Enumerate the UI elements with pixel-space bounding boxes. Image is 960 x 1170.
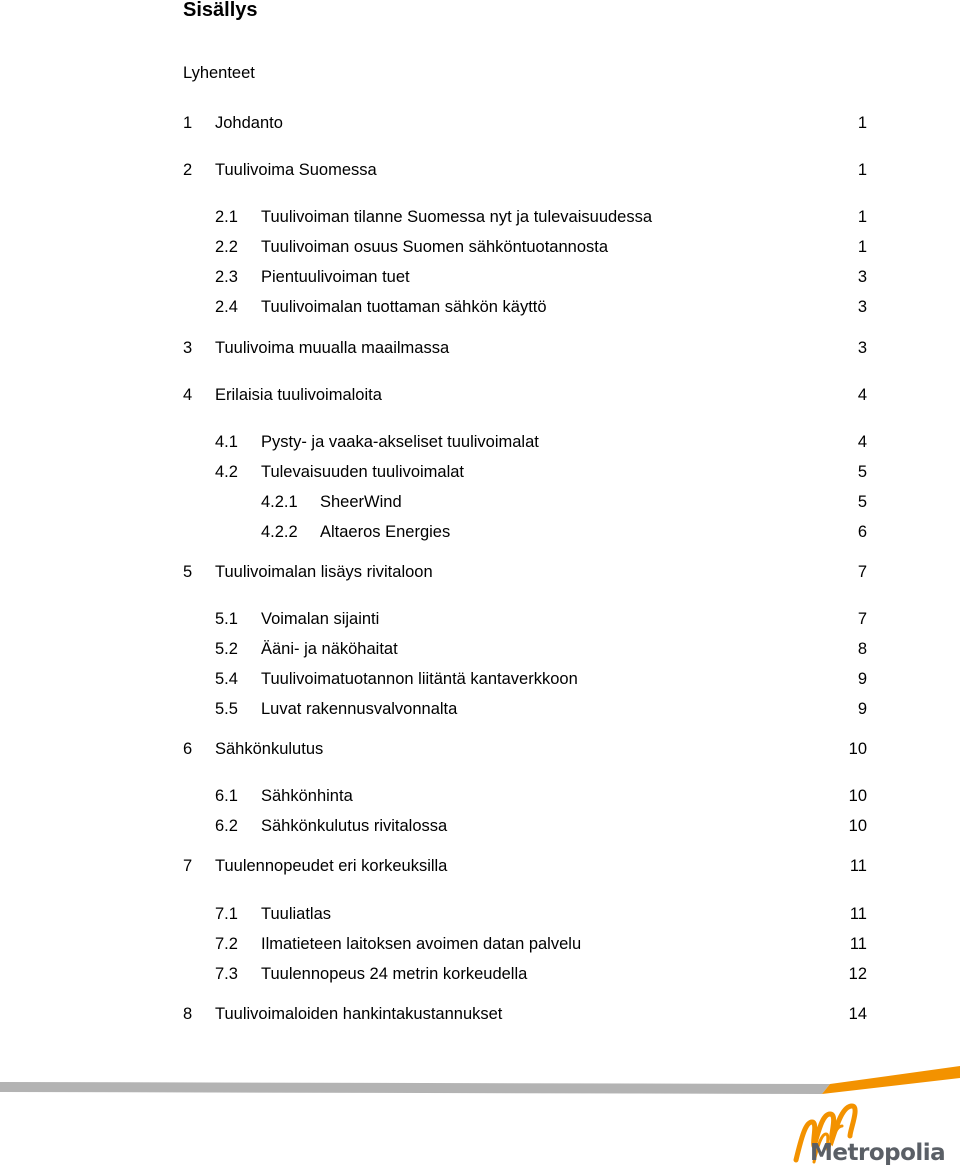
toc-entry-page: 7 bbox=[857, 563, 867, 581]
toc-entry-page: 10 bbox=[848, 740, 867, 758]
toc-entry-page: 1 bbox=[857, 114, 867, 132]
toc-entry-page: 9 bbox=[857, 670, 867, 688]
toc-entry-page: 9 bbox=[857, 700, 867, 718]
toc-entry-text: Tuulivoiman osuus Suomen sähköntuotannosta bbox=[261, 238, 609, 256]
toc-entry-page: 3 bbox=[857, 268, 867, 286]
toc-entry-text: Tuulivoimalan tuottaman sähkön käyttö bbox=[261, 298, 547, 316]
toc-entry-8[interactable] bbox=[0, 1003, 960, 1025]
toc-entry-number: 3 bbox=[183, 339, 193, 357]
toc-entry-page: 3 bbox=[857, 339, 867, 357]
toc-entry-text: Pysty- ja vaaka-akseliset tuulivoimalat bbox=[261, 433, 539, 451]
toc-entry-number: 4.2.2 bbox=[261, 523, 298, 541]
toc-entry-number: 5.1 bbox=[215, 610, 238, 628]
toc-entry-page: 1 bbox=[857, 161, 867, 179]
toc-entry-number: 2.2 bbox=[215, 238, 238, 256]
toc-entry-number: 2.3 bbox=[215, 268, 238, 286]
toc-entry-7-2[interactable] bbox=[0, 933, 960, 955]
toc-entry-text: Tuuliatlas bbox=[261, 905, 332, 923]
toc-entry-7-3[interactable] bbox=[0, 963, 960, 985]
toc-entry-number: 5.2 bbox=[215, 640, 238, 658]
toc-entry-2-4[interactable] bbox=[0, 296, 960, 318]
toc-entry-text: SheerWind bbox=[320, 493, 402, 511]
toc-entry-text: Luvat rakennusvalvonnalta bbox=[261, 700, 458, 718]
toc-entry-text: Sähkönkulutus bbox=[215, 740, 324, 758]
toc-entry-page: 1 bbox=[857, 238, 867, 256]
toc-entry-text: Tuulennopeudet eri korkeuksilla bbox=[215, 857, 448, 875]
toc-entry-lyhenteet[interactable] bbox=[0, 62, 960, 84]
toc-entry-page: 5 bbox=[857, 463, 867, 481]
toc-entry-7-1[interactable] bbox=[0, 903, 960, 925]
toc-entry-4-2[interactable] bbox=[0, 461, 960, 483]
toc-entry-text: Tuulivoimalan lisäys rivitaloon bbox=[215, 563, 433, 581]
toc-entry-page: 11 bbox=[849, 905, 867, 923]
toc-entry-text: Pientuulivoiman tuet bbox=[261, 268, 410, 286]
toc-entry-number: 4 bbox=[183, 386, 193, 404]
toc-entry-page: 12 bbox=[848, 965, 867, 983]
toc-entry-text: Tuulivoimatuotannon liitäntä kantaverkkoon bbox=[261, 670, 578, 688]
toc-entry-page: 7 bbox=[857, 610, 867, 628]
toc-entry-text: Ilmatieteen laitoksen avoimen datan palvelu bbox=[261, 935, 582, 953]
toc-entry-6[interactable] bbox=[0, 738, 960, 760]
toc-entry-text: Tuulivoimaloiden hankintakustannukset bbox=[215, 1005, 503, 1023]
toc-entry-5-5[interactable] bbox=[0, 698, 960, 720]
toc-entry-5-2[interactable] bbox=[0, 638, 960, 660]
toc-entry-text: Tuulivoima Suomessa bbox=[215, 161, 377, 179]
toc-entry-number: 6.1 bbox=[215, 787, 238, 805]
toc-entry-page: 10 bbox=[848, 817, 867, 835]
toc-entry-4-2-1[interactable] bbox=[0, 491, 960, 513]
toc-entry-page: 10 bbox=[848, 787, 867, 805]
toc-entry-1[interactable] bbox=[0, 112, 960, 134]
toc-entry-page: 11 bbox=[849, 935, 867, 953]
toc-entry-number: 7.1 bbox=[215, 905, 238, 923]
toc-entry-4-2-2[interactable] bbox=[0, 521, 960, 543]
toc-entry-page: 5 bbox=[857, 493, 867, 511]
toc-entry-text: Ääni- ja näköhaitat bbox=[261, 640, 398, 658]
toc-entry-number: 2.4 bbox=[215, 298, 238, 316]
toc-entry-4[interactable] bbox=[0, 384, 960, 406]
toc-entry-text: Altaeros Energies bbox=[320, 523, 451, 541]
toc-entry-page: 4 bbox=[857, 386, 867, 404]
toc-entry-number: 6 bbox=[183, 740, 193, 758]
toc-entry-4-1[interactable] bbox=[0, 431, 960, 453]
toc-entry-page: 11 bbox=[849, 857, 867, 875]
toc-entry-text: Erilaisia tuulivoimaloita bbox=[215, 386, 382, 404]
toc-entry-text: Sähkönhinta bbox=[261, 787, 353, 805]
toc-entry-2-1[interactable] bbox=[0, 206, 960, 228]
toc-entry-page: 3 bbox=[857, 298, 867, 316]
toc-entry-page: 14 bbox=[848, 1005, 867, 1023]
toc-entry-number: 4.2.1 bbox=[261, 493, 298, 511]
page-title: Sisällys bbox=[183, 0, 258, 21]
toc-entry-number: 7.2 bbox=[215, 935, 238, 953]
toc-entry-6-2[interactable] bbox=[0, 815, 960, 837]
toc-entry-number: 7 bbox=[183, 857, 193, 875]
toc-entry-number: 8 bbox=[183, 1005, 193, 1023]
toc-entry-number: 5 bbox=[183, 563, 193, 581]
toc-entry-page: 4 bbox=[857, 433, 867, 451]
toc-entry-number: 4.2 bbox=[215, 463, 238, 481]
metropolia-logo-text: Metropolia bbox=[810, 1140, 946, 1166]
toc-entry-page: 1 bbox=[857, 208, 867, 226]
toc-entry-2-3[interactable] bbox=[0, 266, 960, 288]
toc-entry-number: 1 bbox=[183, 114, 193, 132]
toc-entry-text: Tuulivoima muualla maailmassa bbox=[215, 339, 450, 357]
toc-entry-page: 6 bbox=[857, 523, 867, 541]
toc-entry-number: 5.4 bbox=[215, 670, 238, 688]
toc-entry-5-4[interactable] bbox=[0, 668, 960, 690]
toc-entry-7[interactable] bbox=[0, 855, 960, 877]
toc-entry-number: 5.5 bbox=[215, 700, 238, 718]
toc-entry-number: 7.3 bbox=[215, 965, 238, 983]
toc-entry-text: Tuulivoiman tilanne Suomessa nyt ja tulevaisuudessa bbox=[261, 208, 653, 226]
toc-entry-3[interactable] bbox=[0, 337, 960, 359]
toc-entry-text: Tuulennopeus 24 metrin korkeudella bbox=[261, 965, 528, 983]
toc-entry-number: 2 bbox=[183, 161, 193, 179]
toc-entry-text: Sähkönkulutus rivitalossa bbox=[261, 817, 448, 835]
toc-entry-number: 6.2 bbox=[215, 817, 238, 835]
toc-entry-text: Voimalan sijainti bbox=[261, 610, 380, 628]
toc-entry-text: Johdanto bbox=[215, 114, 283, 132]
toc-entry-number: 4.1 bbox=[215, 433, 238, 451]
toc-entry-6-1[interactable] bbox=[0, 785, 960, 807]
toc-entry-5[interactable] bbox=[0, 561, 960, 583]
toc-entry-2[interactable] bbox=[0, 159, 960, 181]
toc-entry-number: 2.1 bbox=[215, 208, 238, 226]
toc-entry-text: Lyhenteet bbox=[183, 64, 255, 82]
toc-entry-5-1[interactable] bbox=[0, 608, 960, 630]
toc-entry-2-2[interactable] bbox=[0, 236, 960, 258]
toc-entry-page: 8 bbox=[857, 640, 867, 658]
toc-entry-text: Tulevaisuuden tuulivoimalat bbox=[261, 463, 465, 481]
